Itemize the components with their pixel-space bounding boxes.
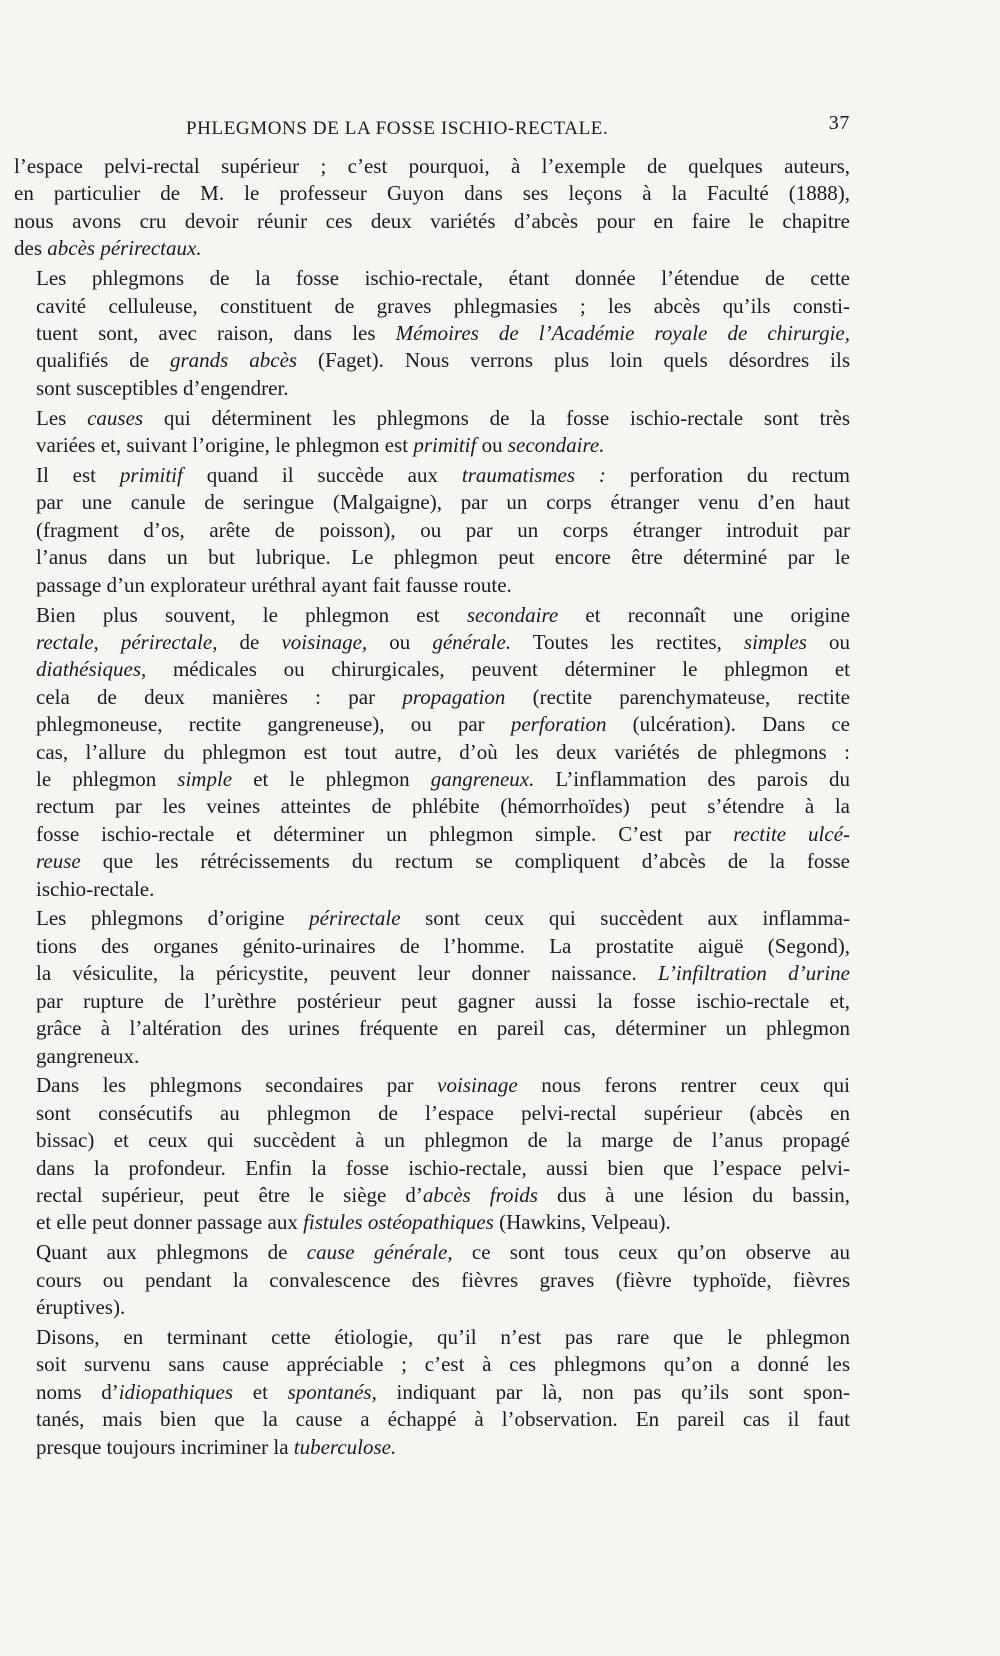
italic-text: grands abcès	[169, 348, 298, 373]
text-line	[14, 933, 850, 960]
italic-text: primitif	[413, 433, 477, 458]
paragraph	[14, 1072, 850, 1236]
italic-text: abcès périrectaux.	[47, 236, 202, 261]
text-line	[14, 1294, 850, 1321]
text-run: Quant aux phlegmons de	[36, 1240, 307, 1265]
text-line	[14, 1267, 850, 1294]
text-run: sont consécutifs au phlegmon de l’espace pelvi-rectal supérieur (abcès en	[36, 1100, 850, 1125]
text-line	[14, 489, 850, 516]
paragraph	[14, 405, 850, 460]
text-line	[14, 1100, 850, 1127]
text-run: ou	[476, 433, 508, 458]
text-line	[14, 347, 850, 374]
text-run: quand il succède aux	[182, 462, 462, 487]
running-header	[14, 112, 850, 140]
text-line	[14, 1182, 850, 1209]
paragraph	[14, 1324, 850, 1461]
text-run: (ulcération). Dans ce	[606, 712, 850, 737]
italic-text: traumatismes :	[461, 462, 606, 487]
text-run: phlegmoneuse, rectite gangreneuse), ou par	[36, 712, 511, 737]
text-run: Les	[36, 405, 88, 430]
text-run: Disons, en terminant cette étiologie, qu’il n’est pas rare que le phlegmon	[36, 1325, 850, 1350]
italic-text: générale.	[432, 629, 512, 654]
text-run: sont susceptibles d’engendrer.	[36, 375, 289, 400]
text-line	[14, 1209, 850, 1236]
text-run: Toutes les rectites,	[511, 629, 744, 654]
text-run: médicales ou chirurgicales, peuvent déterminer le phlegmon et	[146, 657, 850, 682]
text-line	[14, 629, 850, 656]
italic-text: perforation	[510, 712, 607, 737]
text-run: (Hawkins, Velpeau).	[493, 1210, 671, 1235]
text-run: Les phlegmons de la fosse ischio-rectale, étant donnée l’étendue de cette	[36, 266, 850, 291]
running-title: PHLEGMONS DE LA FOSSE ISCHIO-RECTALE.	[186, 118, 609, 139]
text-run: et	[233, 1379, 288, 1404]
text-line	[14, 602, 850, 629]
text-line	[14, 1434, 850, 1461]
text-run: tions des organes génito-urinaires de l’homme. La prostatite aiguë (Segond),	[36, 933, 850, 958]
text-run: (rectite parenchymateuse, rectite	[505, 684, 851, 709]
text-run: cela de deux manières : par	[36, 684, 403, 709]
paragraph	[14, 462, 850, 599]
text-run: passage d’un explorateur uréthral ayant fait fausse route.	[36, 572, 512, 597]
text-run: qui déterminent les phlegmons de la fosse ischio-rectale sont très	[143, 405, 850, 430]
text-line	[14, 960, 850, 987]
text-line	[14, 235, 850, 262]
text-run: nous ferons rentrer ceux qui	[517, 1073, 850, 1098]
text-run: L’inflammation des parois du	[534, 766, 850, 791]
italic-text: simples	[743, 629, 807, 654]
text-run: rectal supérieur, peut être le siège d’	[36, 1183, 423, 1208]
text-run: perforation du rectum	[605, 462, 850, 487]
italic-text: diathésiques,	[36, 657, 147, 682]
italic-text: rectale, périrectale,	[36, 629, 218, 654]
text-run: que les rétrécissements du rectum se compliquent d’abcès de la fosse	[80, 849, 850, 874]
text-line	[14, 876, 850, 903]
text-run: tuent sont, avec raison, dans les	[36, 320, 396, 345]
italic-text: périrectale	[309, 906, 401, 931]
text-line	[14, 153, 850, 180]
italic-text: reuse	[36, 849, 81, 874]
italic-text: idiopathiques	[118, 1379, 234, 1404]
page-number: 37	[828, 112, 850, 134]
text-run: soit survenu sans cause appréciable ; c’est à ces phlegmons qu’on a donné les	[36, 1352, 850, 1377]
text-run: presque toujours incriminer la	[36, 1434, 294, 1459]
text-run: grâce à l’altération des urines fréquente en pareil cas, déterminer un phlegmon	[36, 1016, 850, 1041]
text-line	[14, 1127, 850, 1154]
text-line	[14, 739, 850, 766]
text-run: (fragment d’os, arête de poisson), ou par un corps étranger introduit par	[36, 517, 850, 542]
italic-text: Mémoires de l’Académie royale de chirurgie,	[395, 320, 850, 345]
text-line	[14, 405, 850, 432]
text-line	[14, 1043, 850, 1070]
text-run: nous avons cru devoir réunir ces deux variétés d’abcès pour en faire le chapitre	[14, 208, 850, 233]
italic-text: causes	[87, 405, 144, 430]
text-run: la vésiculite, la péricystite, peuvent leur donner naissance.	[36, 961, 658, 986]
text-run: en particulier de M. le professeur Guyon dans ses leçons à la Faculté (1888),	[14, 181, 850, 206]
text-line	[14, 375, 850, 402]
text-run: qualifiés de	[36, 348, 170, 373]
text-run: et le phlegmon	[232, 766, 431, 791]
text-line	[14, 821, 850, 848]
italic-text: rectite ulcé-	[733, 821, 851, 846]
text-line	[14, 988, 850, 1015]
italic-text: abcès froids	[422, 1183, 538, 1208]
text-line	[14, 766, 850, 793]
text-run: indiquant par là, non pas qu’ils sont spon-	[376, 1379, 851, 1404]
text-line	[14, 1239, 850, 1266]
text-run: ischio-rectale.	[36, 876, 155, 901]
italic-text: L’infiltration d’urine	[658, 961, 850, 986]
italic-text: cause générale,	[306, 1240, 453, 1265]
italic-text: voisinage,	[281, 629, 368, 654]
text-line	[14, 572, 850, 599]
text-line	[14, 1406, 850, 1433]
text-line	[14, 1351, 850, 1378]
paragraph	[14, 905, 850, 1069]
text-run: ou	[367, 629, 433, 654]
italic-text: gangreneux.	[430, 766, 535, 791]
italic-text: secondaire	[466, 602, 559, 627]
text-run: bissac) et ceux qui succèdent à un phlegmon de la marge de l’anus propagé	[36, 1128, 850, 1153]
text-run: Bien plus souvent, le phlegmon est	[36, 602, 467, 627]
text-run: par rupture de l’urèthre postérieur peut gagner aussi la fosse ischio-rectale et,	[36, 988, 850, 1013]
text-line	[14, 793, 850, 820]
text-run: ou	[806, 629, 850, 654]
text-run: cours ou pendant la convalescence des fièvres graves (fièvre typhoïde, fièvres	[36, 1267, 850, 1292]
text-run: le phlegmon	[36, 766, 178, 791]
paragraph	[14, 153, 850, 263]
italic-text: spontanés,	[287, 1379, 377, 1404]
text-run: fosse ischio-rectale et déterminer un phlegmon simple. C’est par	[36, 821, 734, 846]
text-line	[14, 1155, 850, 1182]
text-run: l’espace pelvi-rectal supérieur ; c’est pourquoi, à l’exemple de quelques auteurs,	[14, 154, 850, 178]
text-line	[14, 656, 850, 683]
text-run: et elle peut donner passage aux	[36, 1210, 304, 1235]
text-run: tanés, mais bien que la cause a échappé à l’observation. En pareil cas il faut	[36, 1407, 850, 1432]
italic-text: fistules ostéopathiques	[303, 1210, 494, 1235]
text-run: dus à une lésion du bassin,	[537, 1183, 850, 1208]
italic-text: secondaire.	[507, 433, 605, 458]
text-run: des	[14, 236, 48, 261]
text-line	[14, 208, 850, 235]
text-run: cas, l’allure du phlegmon est tout autre, d’où les deux variétés de phlegmons :	[36, 739, 850, 764]
text-run: par une canule de seringue (Malgaigne), par un corps étranger venu d’en haut	[36, 490, 850, 515]
paragraph	[14, 602, 850, 903]
text-line	[14, 905, 850, 932]
text-line	[14, 1324, 850, 1351]
text-run: éruptives).	[36, 1295, 126, 1320]
paragraph	[14, 1239, 850, 1321]
paragraph	[14, 265, 850, 402]
italic-text: propagation	[402, 684, 506, 709]
italic-text: primitif	[119, 462, 183, 487]
text-run: sont ceux qui succèdent aux inflamma-	[400, 906, 850, 931]
text-run: ce sont tous ceux qu’on observe au	[452, 1240, 850, 1265]
text-line	[14, 1072, 850, 1099]
italic-text: simple	[177, 766, 233, 791]
text-line	[14, 293, 850, 320]
text-run: variées et, suivant l’origine, le phlegmon est	[36, 433, 414, 458]
text-line	[14, 432, 850, 459]
text-run: l’anus dans un but lubrique. Le phlegmon peut encore être déterminé par le	[36, 545, 850, 570]
text-run: cavité celluleuse, constituent de graves phlegmasies ; les abcès qu’ils consti-	[36, 293, 850, 318]
text-run: gangreneux.	[36, 1043, 140, 1068]
text-run: (Faget). Nous verrons plus loin quels désordres ils	[297, 348, 850, 373]
text-line	[14, 711, 850, 738]
text-line	[14, 544, 850, 571]
text-line	[14, 265, 850, 292]
body-text	[14, 153, 850, 1464]
text-line	[14, 1015, 850, 1042]
text-run: dans la profondeur. Enfin la fosse ischio-rectale, aussi bien que l’espace pelvi-	[36, 1155, 850, 1180]
italic-text: tuberculose.	[293, 1434, 397, 1459]
text-line	[14, 684, 850, 711]
text-run: Il est	[36, 462, 120, 487]
text-line	[14, 517, 850, 544]
text-run: de	[217, 629, 282, 654]
text-line	[14, 1379, 850, 1406]
text-line	[14, 320, 850, 347]
text-run: Les phlegmons d’origine	[36, 906, 310, 931]
text-run: et reconnaît une origine	[558, 602, 850, 627]
text-run: noms d’	[36, 1379, 119, 1404]
italic-text: voisinage	[437, 1073, 518, 1098]
text-line	[14, 848, 850, 875]
text-run: Dans les phlegmons secondaires par	[36, 1073, 438, 1098]
text-line	[14, 462, 850, 489]
text-line	[14, 180, 850, 207]
text-run: rectum par les veines atteintes de phlébite (hémorrhoïdes) peut s’étendre à la	[36, 794, 850, 819]
